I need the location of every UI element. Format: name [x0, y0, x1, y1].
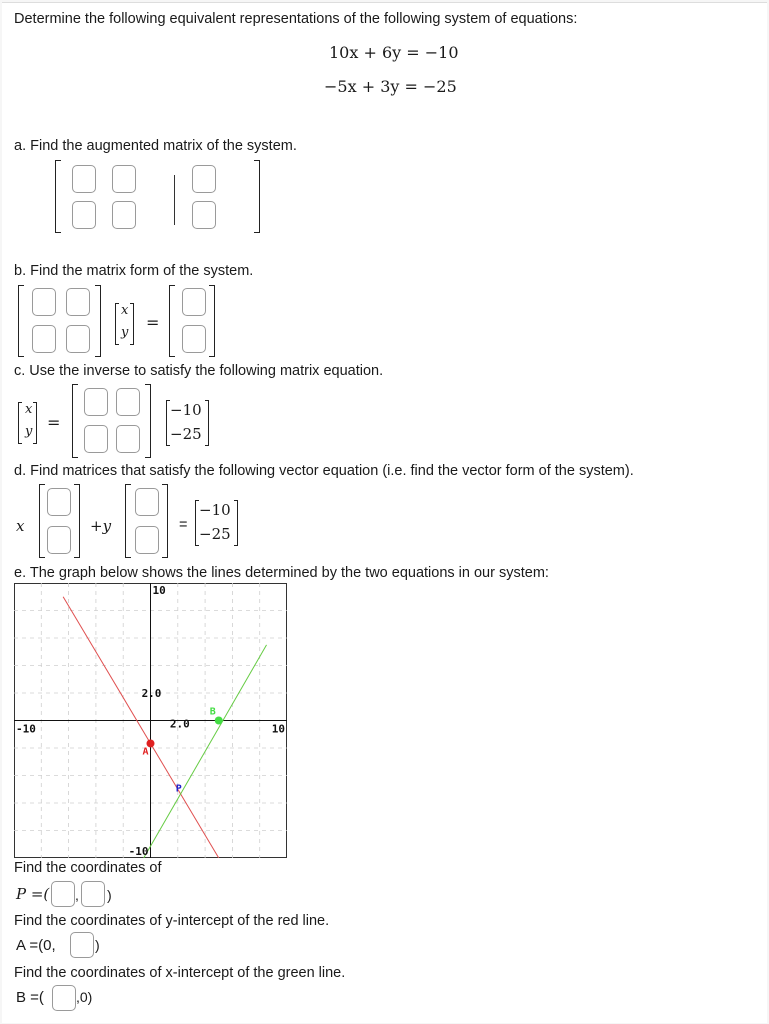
- part-e-label: e. The graph below shows the lines determined by the two equations in our system:: [14, 565, 549, 581]
- point-b: [215, 717, 223, 725]
- c-rhs-1: −10: [170, 401, 202, 419]
- d-coef-y: +y: [90, 517, 112, 535]
- a-label: A =(0,: [16, 937, 56, 954]
- tick-label-y-top: 10: [152, 584, 166, 597]
- inverse-input-r2c2[interactable]: [116, 425, 140, 453]
- intro-text: Determine the following equivalent representations of the following system of equations:: [14, 11, 578, 27]
- var-vector-right-bracket: [130, 303, 134, 345]
- matform-input-r1c1[interactable]: [32, 288, 56, 316]
- a-prompt: Find the coordinates of y-intercept of the red line.: [14, 913, 330, 929]
- vector-x-input-1[interactable]: [47, 488, 71, 516]
- part-b-label: b. Find the matrix form of the system.: [14, 263, 254, 279]
- d-coef-x: x: [16, 517, 25, 535]
- var-x: x: [121, 303, 129, 318]
- augmented-right-bracket: [254, 160, 260, 233]
- d-equals-sign: =: [179, 517, 188, 533]
- page: [2, 2, 767, 1023]
- var-vector-left-bracket: [115, 303, 119, 345]
- aug-input-r1c1[interactable]: [72, 165, 96, 193]
- graph: [14, 583, 287, 858]
- inverse-input-r2c1[interactable]: [84, 425, 108, 453]
- inverse-left-bracket: [72, 384, 78, 458]
- aug-input-r1c2[interactable]: [112, 165, 136, 193]
- b-prompt: Find the coordinates of x-intercept of the green line.: [14, 965, 346, 981]
- part-d-label: d. Find matrices that satisfy the following vector equation (i.e. find the vector form of the system).: [14, 463, 634, 479]
- b-close: ,0): [76, 989, 93, 1005]
- p-answer-row: [16, 885, 49, 903]
- d-rhs-right-bracket: [234, 500, 238, 546]
- c-var-right-bracket: [33, 402, 37, 444]
- vector-y-input-1[interactable]: [135, 488, 159, 516]
- a-close: ): [95, 937, 100, 953]
- matform-input-r2c2[interactable]: [66, 325, 90, 353]
- equation-2: −5x + 3y = −25: [324, 77, 457, 96]
- coef-matrix-left-bracket: [18, 285, 24, 357]
- part-a-label: a. Find the augmented matrix of the system.: [14, 138, 297, 154]
- inverse-right-bracket: [145, 384, 151, 458]
- d-vec1-right-bracket: [74, 484, 80, 558]
- c-rhs-right-bracket: [205, 400, 209, 446]
- inverse-input-r1c1[interactable]: [84, 388, 108, 416]
- tick-label-y-bottom: -10: [128, 845, 149, 858]
- tick-label-y-mid: 2.0: [141, 687, 162, 700]
- point-label-p: P: [175, 783, 182, 795]
- inverse-input-r1c2[interactable]: [116, 388, 140, 416]
- c-rhs-2: −25: [170, 425, 202, 443]
- d-vec2-right-bracket: [162, 484, 168, 558]
- p-y-input[interactable]: [81, 881, 105, 907]
- aug-input-r2c3[interactable]: [192, 201, 216, 229]
- augmented-divider: [174, 175, 175, 225]
- d-rhs-1: −10: [199, 501, 231, 519]
- matform-input-rhs2[interactable]: [182, 325, 206, 353]
- d-vec1-left-bracket: [39, 484, 45, 558]
- c-var-y: y: [25, 424, 33, 439]
- matform-input-r2c1[interactable]: [32, 325, 56, 353]
- vector-y-input-2[interactable]: [135, 526, 159, 554]
- aug-input-r2c2[interactable]: [112, 201, 136, 229]
- p-close: ): [107, 887, 112, 903]
- b-label: B =(: [16, 989, 44, 1006]
- tick-label-x-mid: 2.0: [169, 717, 190, 731]
- b-x-input[interactable]: [52, 985, 76, 1011]
- tick-label-x-left: -10: [16, 722, 36, 736]
- aug-input-r1c3[interactable]: [192, 165, 216, 193]
- equals-sign: =: [146, 313, 160, 332]
- equation-1: 10x + 6y = −10: [329, 43, 459, 62]
- p-prompt: Find the coordinates of: [14, 860, 162, 876]
- p-label: P =(: [16, 885, 50, 903]
- matform-input-r1c2[interactable]: [66, 288, 90, 316]
- var-y: y: [121, 325, 129, 340]
- matform-input-rhs1[interactable]: [182, 288, 206, 316]
- d-vec2-left-bracket: [125, 484, 131, 558]
- rhs-vector-right-bracket: [209, 285, 215, 357]
- p-comma: ,: [75, 887, 79, 903]
- part-c-label: c. Use the inverse to satisfy the following matrix equation.: [14, 363, 384, 379]
- a-y-input[interactable]: [70, 932, 94, 958]
- p-x-input[interactable]: [51, 881, 75, 907]
- tick-label-x-right: 10: [271, 722, 285, 736]
- c-var-left-bracket: [18, 402, 22, 444]
- d-rhs-2: −25: [199, 525, 231, 543]
- point-label-a: A: [142, 746, 149, 758]
- point-label-b: B: [209, 706, 216, 718]
- aug-input-r2c1[interactable]: [72, 201, 96, 229]
- c-equals-sign: =: [47, 413, 61, 432]
- c-var-x: x: [25, 402, 33, 417]
- vector-x-input-2[interactable]: [47, 526, 71, 554]
- rhs-vector-left-bracket: [169, 285, 175, 357]
- coef-matrix-right-bracket: [95, 285, 101, 357]
- augmented-left-bracket: [55, 160, 61, 233]
